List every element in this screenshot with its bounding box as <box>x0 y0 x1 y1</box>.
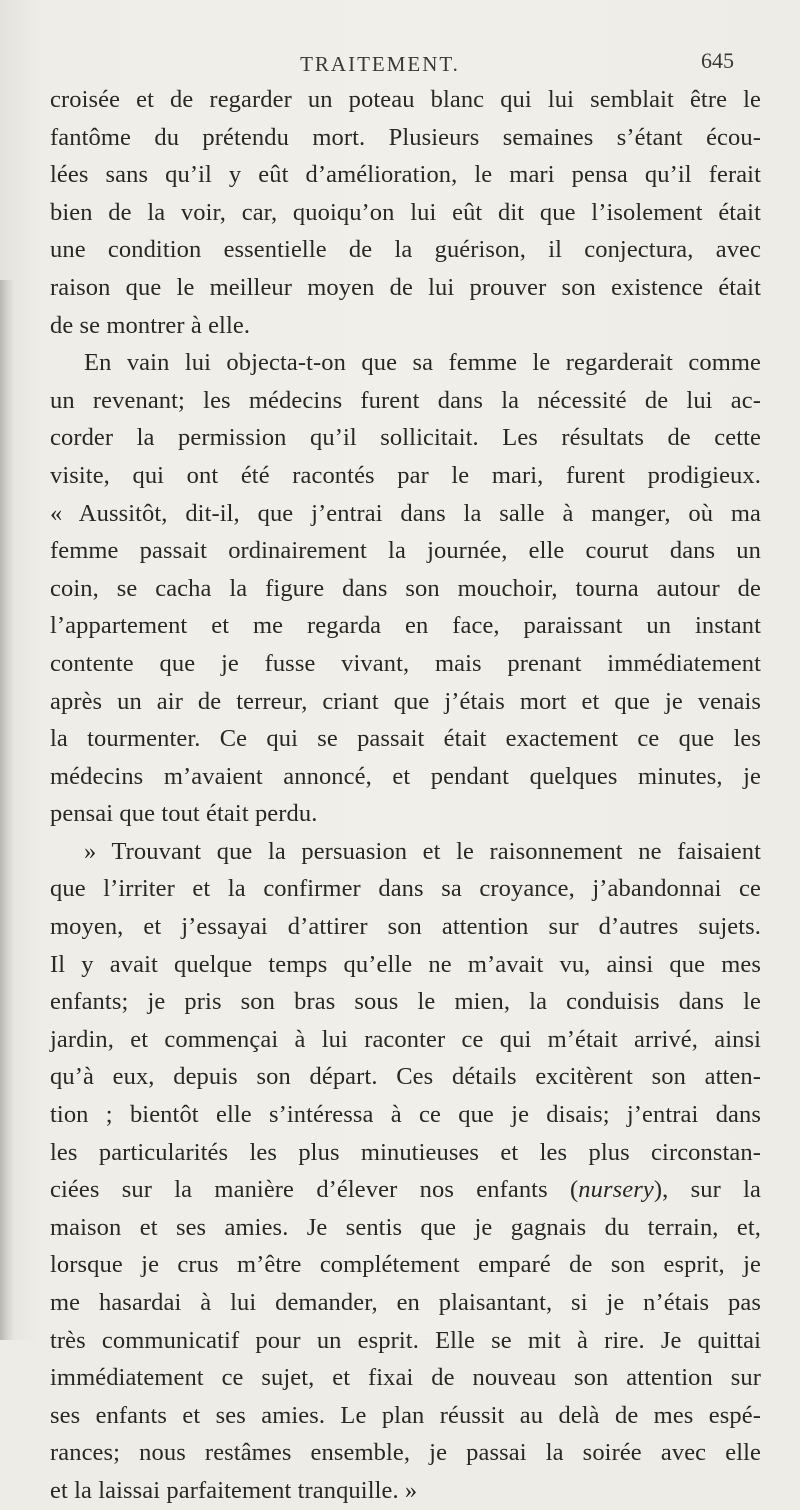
text-line: contente que je fusse vivant, mais prenant immédiatement <box>50 649 761 677</box>
text-line: une condition essentielle de la guérison, il conjectura, avec <box>50 236 761 264</box>
text-line: jardin, et commençai à lui raconter ce qui m’était arrivé, ainsi <box>50 1025 761 1053</box>
paragraph-start: En vain lui objecta-t-on que sa femme le regarderait comme <box>84 349 761 377</box>
text-line: et la laissai parfaitement tranquille. » <box>50 1476 418 1504</box>
text-line: ses enfants et ses amies. Le plan réussit au delà de mes espé- <box>50 1401 761 1429</box>
text-line-with-italic <box>50 1171 761 1209</box>
text-line: pensai que tout était perdu. <box>50 800 318 828</box>
text-line: moyen, et j’essayai d’attirer son attention sur d’autres sujets. <box>50 913 761 941</box>
text-line: coin, se cacha la figure dans son mouchoir, tourna autour de <box>50 574 761 602</box>
text-line: très communicatif pour un esprit. Elle se mit à rire. Je quittai <box>50 1326 761 1354</box>
text-line: maison et ses amies. Je sentis que je gagnais du terrain, et, <box>50 1213 761 1241</box>
text-line: l’appartement et me regarda en face, paraissant un instant <box>50 612 761 640</box>
text-line: femme passait ordinairement la journée, elle courut dans un <box>50 537 761 565</box>
text-line: qu’à eux, depuis son départ. Ces détails excitèrent son atten- <box>50 1063 761 1091</box>
italic-word: nursery <box>578 1176 654 1204</box>
text-line: corder la permission qu’il sollicitait. Les résultats de cette <box>50 424 761 452</box>
text-line: lées sans qu’il y eût d’amélioration, le mari pensa qu’il ferait <box>50 161 761 189</box>
text-line: Il y avait quelque temps qu’elle ne m’avait vu, ainsi que mes <box>50 950 761 978</box>
paragraph-start: » Trouvant que la persuasion et le raisonnement ne faisaient <box>84 837 761 865</box>
text-line: immédiatement ce sujet, et fixai de nouveau son attention sur <box>50 1364 761 1392</box>
text-line: visite, qui ont été racontés par le mari, furent prodigieux. <box>50 461 761 489</box>
text-line: la tourmenter. Ce qui se passait était exactement ce que les <box>50 725 761 753</box>
page-number: 645 <box>701 48 734 73</box>
text-line: enfants; je pris son bras sous le mien, la conduisis dans le <box>50 988 761 1016</box>
text-line: raison que le meilleur moyen de lui prouver son existence était <box>50 273 761 301</box>
running-head <box>80 48 740 82</box>
text-line: après un air de terreur, criant que j’étais mort et que je venais <box>50 687 761 715</box>
text-segment: ), sur la <box>653 1176 761 1204</box>
text-line: lorsque je crus m’être complétement emparé de son esprit, je <box>50 1251 761 1279</box>
text-line: de se montrer à elle. <box>50 311 251 339</box>
text-line: rances; nous restâmes ensemble, je passai la soirée avec elle <box>50 1439 761 1467</box>
body-text <box>50 81 761 1510</box>
binding-shadow <box>0 280 14 1340</box>
text-line: me hasardai à lui demander, en plaisantant, si je n’étais pas <box>50 1289 761 1316</box>
text-line: que l’irriter et la confirmer dans sa croyance, j’abandonnai ce <box>50 875 761 903</box>
text-line: bien de la voir, car, quoiqu’on lui eût dit que l’isolement était <box>50 198 761 226</box>
text-line: les particularités les plus minutieuses et les plus circonstan- <box>50 1138 761 1166</box>
text-line: médecins m’avaient annoncé, et pendant quelques minutes, je <box>50 762 761 790</box>
text-line: un revenant; les médecins furent dans la nécessité de lui ac- <box>50 386 761 414</box>
text-segment: ciées sur la manière d’élever nos enfants ( <box>50 1176 579 1204</box>
running-title: TRAITEMENT. <box>300 52 460 76</box>
text-line: croisée et de regarder un poteau blanc qui lui semblait être le <box>50 86 761 113</box>
text-line: tion ; bientôt elle s’intéressa à ce que je disais; j’entrai dans <box>50 1101 761 1129</box>
text-line: fantôme du prétendu mort. Plusieurs semaines s’étant écou- <box>50 123 761 151</box>
text-line: « Aussitôt, dit-il, que j’entrai dans la salle à manger, où ma <box>50 499 761 527</box>
